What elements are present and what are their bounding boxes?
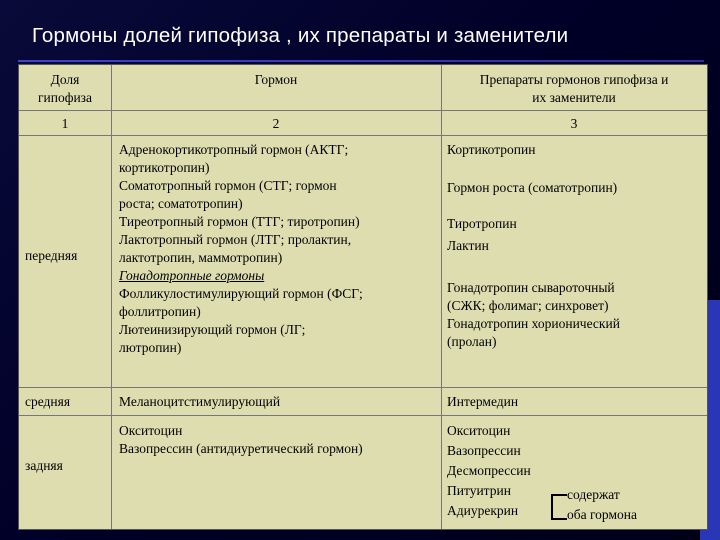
slide-title: Гормоны долей гипофиза , их препараты и заменители	[32, 24, 569, 47]
row-divider	[19, 135, 707, 136]
header-hormone: Гормон	[254, 72, 298, 87]
header-lobe: Доля гипофиза	[37, 72, 93, 105]
preparations-intermediate: Интермедин	[447, 394, 519, 409]
list-item: Лютеинизирующий гормон (ЛГ;	[119, 322, 306, 337]
list-item: Питуитрин	[447, 483, 511, 498]
list-item: (пролан)	[447, 334, 497, 349]
list-item: кортикотропин)	[119, 160, 210, 175]
list-item: Соматотропный гормон (СТГ; гормон	[119, 178, 337, 193]
hormones-posterior	[119, 422, 437, 458]
row-divider	[19, 387, 707, 388]
column-number: 2	[272, 116, 280, 131]
list-item: Вазопрессин (антидиуретический гормон)	[119, 441, 363, 456]
list-item: Окситоцин	[447, 423, 511, 438]
lobe-intermediate: средняя	[25, 394, 71, 409]
row-divider	[19, 110, 707, 111]
list-item: Гонадотропин сывароточный	[447, 280, 615, 295]
list-item: Гонадотропин хорионический	[447, 316, 620, 331]
title-divider	[18, 60, 704, 62]
lobe-anterior: передняя	[25, 248, 78, 263]
list-item: Адиурекрин	[447, 503, 519, 518]
list-item: Лактин	[447, 238, 489, 253]
list-item: Тиротропин	[447, 216, 517, 231]
list-item: Гормон роста (соматотропин)	[447, 180, 618, 195]
list-item: фоллитропин)	[119, 304, 201, 319]
hormones-table	[18, 64, 708, 530]
list-item: Адренокортикотропный гормон (АКТГ;	[119, 142, 349, 157]
list-item: роста; соматотропин)	[119, 196, 243, 211]
list-item: Окситоцин	[119, 423, 183, 438]
hormones-anterior	[119, 141, 437, 357]
column-number: 1	[61, 116, 69, 131]
list-item: Кортикотропин	[447, 142, 536, 157]
bracket-icon	[551, 494, 567, 520]
hormones-intermediate: Меланоцитстимулирующий	[119, 394, 281, 409]
list-item: (СЖК; фолимаг; синхровет)	[447, 298, 609, 313]
preparations-anterior	[447, 141, 703, 351]
column-number: 3	[570, 116, 578, 131]
list-item: Вазопрессин	[447, 443, 521, 458]
lobe-posterior: задняя	[25, 458, 63, 473]
list-item: Десмопрессин	[447, 463, 531, 478]
list-item: лактотропин, маммотропин)	[119, 250, 283, 265]
list-item: Фолликулостимулирующий гормон (ФСГ;	[119, 286, 363, 301]
list-item: лютропин)	[119, 340, 182, 355]
list-item: Лактотропный гормон (ЛТГ; пролактин,	[119, 232, 352, 247]
header-preparations: Препараты гормонов гипофиза и их заменители	[479, 72, 669, 105]
list-item: Тиреотропный гормон (ТТГ; тиротропин)	[119, 214, 360, 229]
row-divider	[19, 415, 707, 416]
subheading-gonadotropins: Гонадотропные гормоны	[119, 268, 265, 283]
note-contains-both: содержат оба гормона	[567, 487, 637, 522]
